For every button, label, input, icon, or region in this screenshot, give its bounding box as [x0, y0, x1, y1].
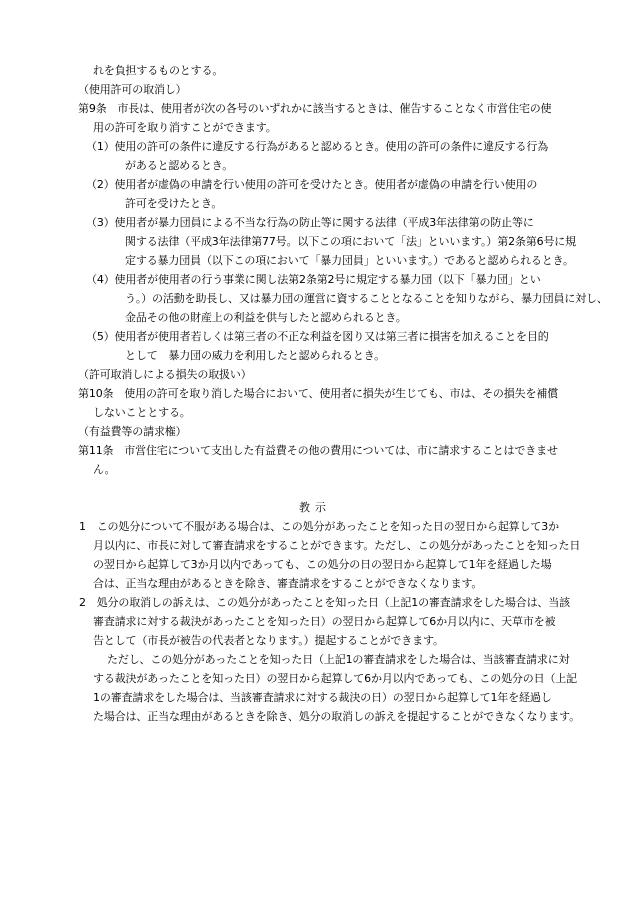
- text-line: ん。: [93, 463, 116, 476]
- text-line: れを負担するものとする。: [93, 64, 224, 77]
- text-line: 金品その他の財産上の利益を供与したと認められるとき。: [125, 311, 407, 324]
- text-line: 用の許可を取り消すことができます。: [93, 121, 277, 134]
- text-line: た場合は、正当な理由があるときを除き、処分の取消しの訴えを提起することができなくなります。: [93, 710, 580, 723]
- text-line: う。）の活動を助長し、又は暴力団の運営に資することとなることを知りながら、暴力団員に対し、: [125, 292, 608, 305]
- text-line: の翌日から起算して3か月以内であっても、この処分の日の翌日から起算して1年を経過した場: [93, 558, 552, 571]
- item-3-line: （3）使用者が暴力団員による不当な行為の防止等に関する法律（平成3年法律第の防止等に: [86, 216, 534, 229]
- text-line: しないこととする。: [93, 406, 191, 419]
- article-11-line: 第11条 市営住宅について支出した有益費その他の費用については、市に請求することはできませ: [78, 444, 558, 457]
- text-line: する裁決があったことを知った日）の翌日から起算して6か月以内であっても、この処分の日（上記: [93, 672, 578, 685]
- notice-item-1: 1 この処分について不服がある場合は、この処分があったことを知った日の翌日から起算して3か: [79, 520, 559, 533]
- text-line: 許可を受けたとき。: [125, 197, 223, 210]
- article-10-line: 第10条 使用の許可を取り消した場合において、使用者に損失が生じても、市は、その損失を補償: [78, 387, 559, 400]
- item-2-line: （2）使用者が虚偽の申請を行い使用の許可を受けたとき。使用者が虚偽の申請を行い使用の: [86, 178, 538, 191]
- notice-item-2: 2 処分の取消しの訴えは、この処分があったことを知った日（上記1の審査請求をした場合は、当該: [79, 596, 570, 609]
- text-line: 合は、正当な理由があるときを除き、審査請求をすることができなくなります。: [93, 577, 483, 590]
- text-line: ただし、この処分があったことを知った日（上記1の審査請求をした場合は、当該審査請求に対: [107, 653, 570, 666]
- text-line: 1の審査請求をした場合は、当該審査請求に対する裁決の日）の翌日から起算して1年を経過し: [93, 691, 552, 704]
- text-line: 定する暴力団員（以下この項において「暴力団員」といいます。）であると認められるとき。: [125, 254, 574, 267]
- item-1-line: （1）使用の許可の条件に違反する行為があると認めるとき。使用の許可の条件に違反する行為: [86, 140, 549, 153]
- section-heading: （使用許可の取消し）: [78, 83, 187, 96]
- text-line: として 暴力団の威力を利用したと認められるとき。: [125, 349, 385, 362]
- text-line: 審査請求に対する裁決があったことを知った日）の翌日から起算して6か月以内に、天草市を被: [93, 615, 556, 628]
- section-heading: （許可取消しによる損失の取扱い）: [78, 368, 252, 381]
- item-4-line: （4）使用者が使用者の行う事業に関し法第2条第2号に規定する暴力団（以下「暴力団」とい: [86, 273, 541, 286]
- section-heading: （有益費等の請求権）: [78, 425, 187, 438]
- notice-title: 教示: [299, 501, 331, 514]
- article-9-line: 第9条 市長は、使用者が次の各号のいずれかに該当するときは、催告することなく市営住宅の使: [78, 102, 552, 115]
- text-line: 関する法律（平成3年法律第77号。以下この項において「法」といいます。）第2条第6号に規: [125, 235, 577, 248]
- text-line: 月以内に、市長に対して審査請求をすることができます。ただし、この処分があったことを知った日: [93, 539, 581, 552]
- item-5-line: （5）使用者が使用者若しくは第三者の不正な利益を図り又は第三者に損害を加えることを目的: [86, 330, 549, 343]
- text-line: があると認めるとき。: [125, 159, 234, 172]
- text-line: 告として（市長が被告の代表者となります。）提起することができます。: [93, 634, 444, 647]
